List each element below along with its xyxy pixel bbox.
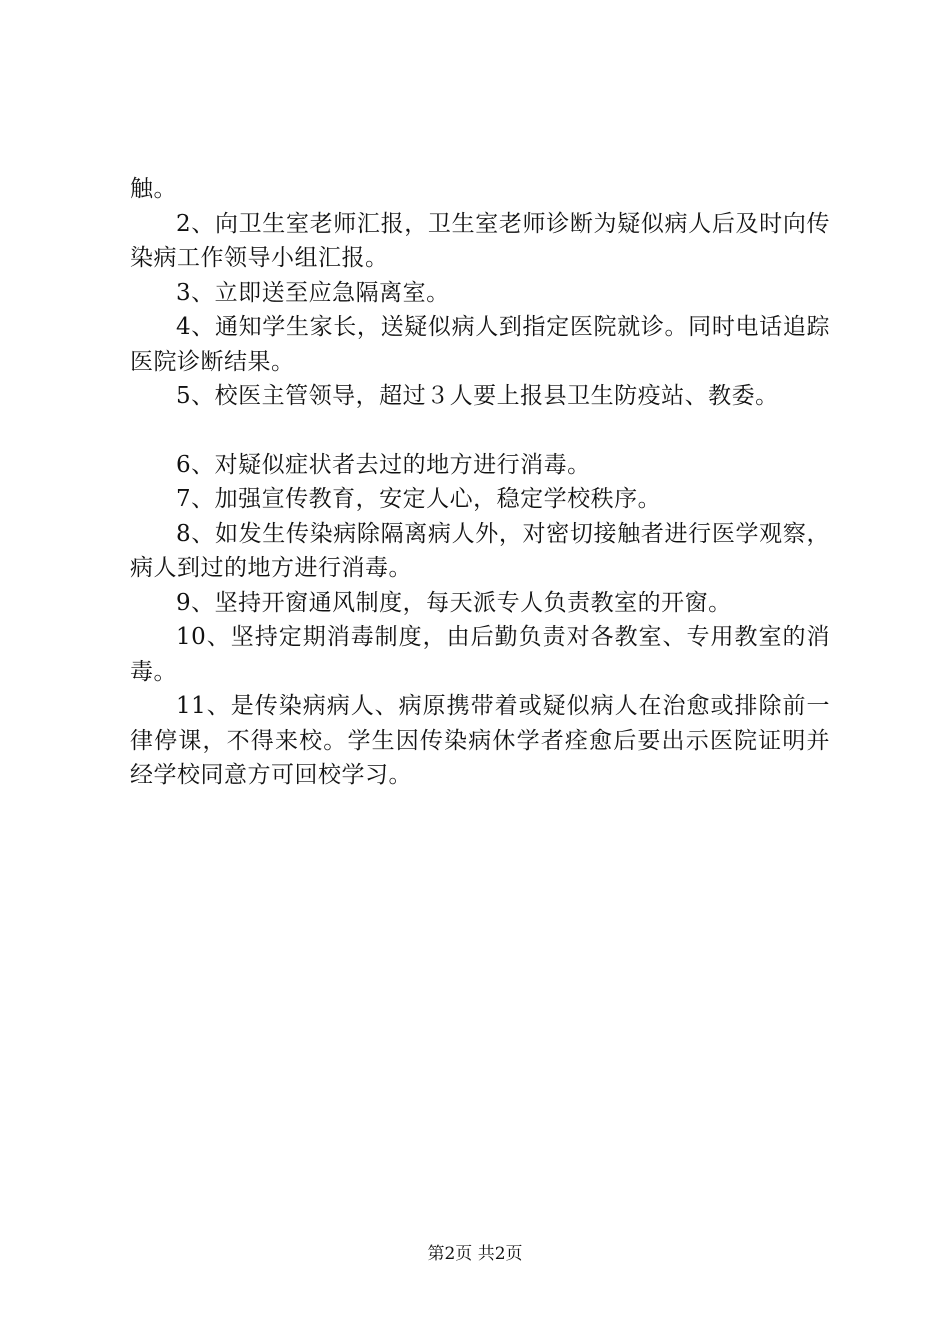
document-body [130,172,830,793]
paragraph-item-10: 10、坚持定期消毒制度，由后勤负责对各教室、专用教室的消毒。 [130,624,830,685]
page-footer: 第2页 共2页 [427,1244,523,1264]
paragraph-item-9: 9、坚持开窗通风制度，每天派专人负责教室的开窗。 [176,589,732,616]
paragraph-item-3: 3、立即送至应急隔离室。 [176,279,450,306]
paragraph-item-5: 5、校医主管领导，超过３人要上报县卫生防疫站、教委。 [176,383,779,409]
paragraph-item-8: 8、如发生传染病除隔离病人外，对密切接触者进行医学观察，病人到过的地方进行消毒。 [130,520,830,581]
paragraph-item-2: 2、向卫生室老师汇报，卫生室老师诊断为疑似病人后及时向传染病工作领导小组汇报。 [130,210,830,271]
paragraph-continuation: 触。 [130,176,177,202]
paragraph-item-4: 4、通知学生家长，送疑似病人到指定医院就诊。同时电话追踪医院诊断结果。 [130,314,830,375]
paragraph-item-7: 7、加强宣传教育，安定人心，稳定学校秩序。 [176,486,662,512]
paragraph-item-11: 11、是传染病病人、病原携带着或疑似病人在治愈或排除前一律停课，不得来校。学生因传染病休学者痊愈后要出示医院证明并经学校同意方可回校学习。 [130,693,830,788]
paragraph-item-6: 6、对疑似症状者去过的地方进行消毒。 [176,451,591,478]
